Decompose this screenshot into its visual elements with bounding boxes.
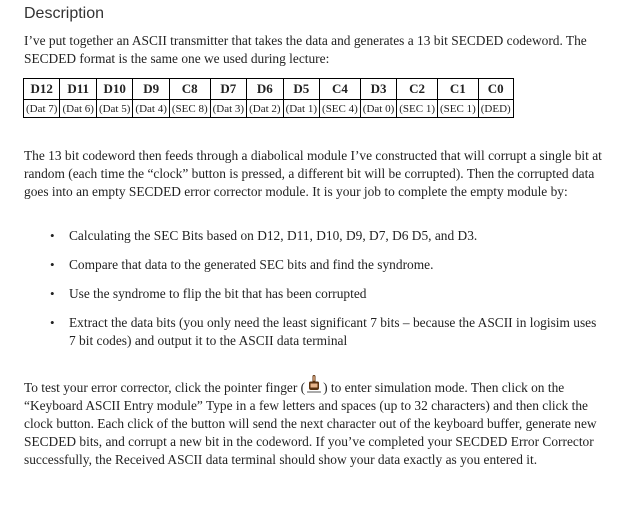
bit-label-cell: D12	[24, 79, 60, 100]
bit-label-cell: D11	[60, 79, 96, 100]
bit-label-cell: C0	[478, 79, 513, 100]
corruption-paragraph: The 13 bit codeword then feeds through a diabolical module I’ve constructed that will corrupt a single bit at random (each time the “clock” button is pressed, a different bit will be corrupted). Then the corrupted data goes into an empty SECDED error corrector module. It is your job to complete the empty module by:	[24, 148, 602, 199]
bit-label-cell: C8	[169, 79, 210, 100]
bit-description-row	[24, 100, 514, 118]
bit-label-cell: C1	[438, 79, 479, 100]
bit-description-cell: (Dat 3)	[210, 100, 246, 118]
bit-description-cell: (Dat 2)	[247, 100, 283, 118]
pointer-finger-icon	[305, 381, 323, 394]
task-text: Use the syndrome to flip the bit that has been corrupted	[69, 286, 367, 301]
bit-description-cell: (SEC 1)	[397, 100, 438, 118]
task-text: Compare that data to the generated SEC bits and find the syndrome.	[69, 257, 434, 272]
bit-label-cell: D7	[210, 79, 246, 100]
bit-description-cell: (Dat 0)	[360, 100, 396, 118]
bit-label-cell: D3	[360, 79, 396, 100]
intro-paragraph: I’ve put together an ASCII transmitter that takes the data and generates a 13 bit SECDED codeword. The SECDED format is the same one we used during lecture:	[24, 33, 587, 66]
bit-label-cell: D9	[133, 79, 169, 100]
bit-label-cell: C2	[397, 79, 438, 100]
secded-format-table	[23, 78, 514, 118]
bit-label-cell: D10	[96, 79, 132, 100]
bit-description-cell: (Dat 6)	[60, 100, 96, 118]
list-item	[0, 256, 600, 274]
testing-text-end: ) to enter simulation mode. Then click on the “Keyboard ASCII Entry module” Type in a few letters and spaces (up to 32 characters) and then click the clock button. Each click of the button will send the next character out of the keyboard buffer, generate new SECDED bits, and corrupt a new bit in the codeword. If you’ve completed your SECDED Error Corrector successfully, the Received ASCII data terminal should show your data exactly as you entered it.	[24, 380, 597, 467]
list-item	[0, 227, 600, 245]
bit-description-cell: (Dat 7)	[24, 100, 60, 118]
bit-description-cell: (Dat 1)	[283, 100, 319, 118]
bit-description-cell: (SEC 1)	[438, 100, 479, 118]
bit-description-cell: (SEC 8)	[169, 100, 210, 118]
bit-description-cell: (Dat 4)	[133, 100, 169, 118]
list-item	[0, 285, 600, 303]
testing-text-start: To test your error corrector, click the pointer finger (	[24, 380, 306, 395]
bit-description-cell: (DED)	[478, 100, 513, 118]
bit-description-cell: (SEC 4)	[320, 100, 361, 118]
bullet-icon: •	[50, 286, 55, 301]
bit-description-cell: (Dat 5)	[96, 100, 132, 118]
bit-label-cell: D6	[247, 79, 283, 100]
bullet-icon: •	[50, 257, 55, 272]
task-list	[0, 227, 600, 361]
bullet-icon: •	[50, 315, 55, 330]
bit-label-row	[24, 79, 514, 100]
bullet-icon: •	[50, 228, 55, 243]
task-text: Extract the data bits (you only need the least significant 7 bits – because the ASCII in logisim uses 7 bit codes) and output it to the ASCII data terminal	[69, 315, 597, 348]
task-text: Calculating the SEC Bits based on D12, D11, D10, D9, D7, D6 D5, and D3.	[69, 228, 478, 243]
testing-paragraph	[24, 379, 609, 469]
bit-label-cell: C4	[320, 79, 361, 100]
description-heading: Description	[24, 5, 105, 22]
bit-label-cell: D5	[283, 79, 319, 100]
list-item	[0, 314, 600, 350]
